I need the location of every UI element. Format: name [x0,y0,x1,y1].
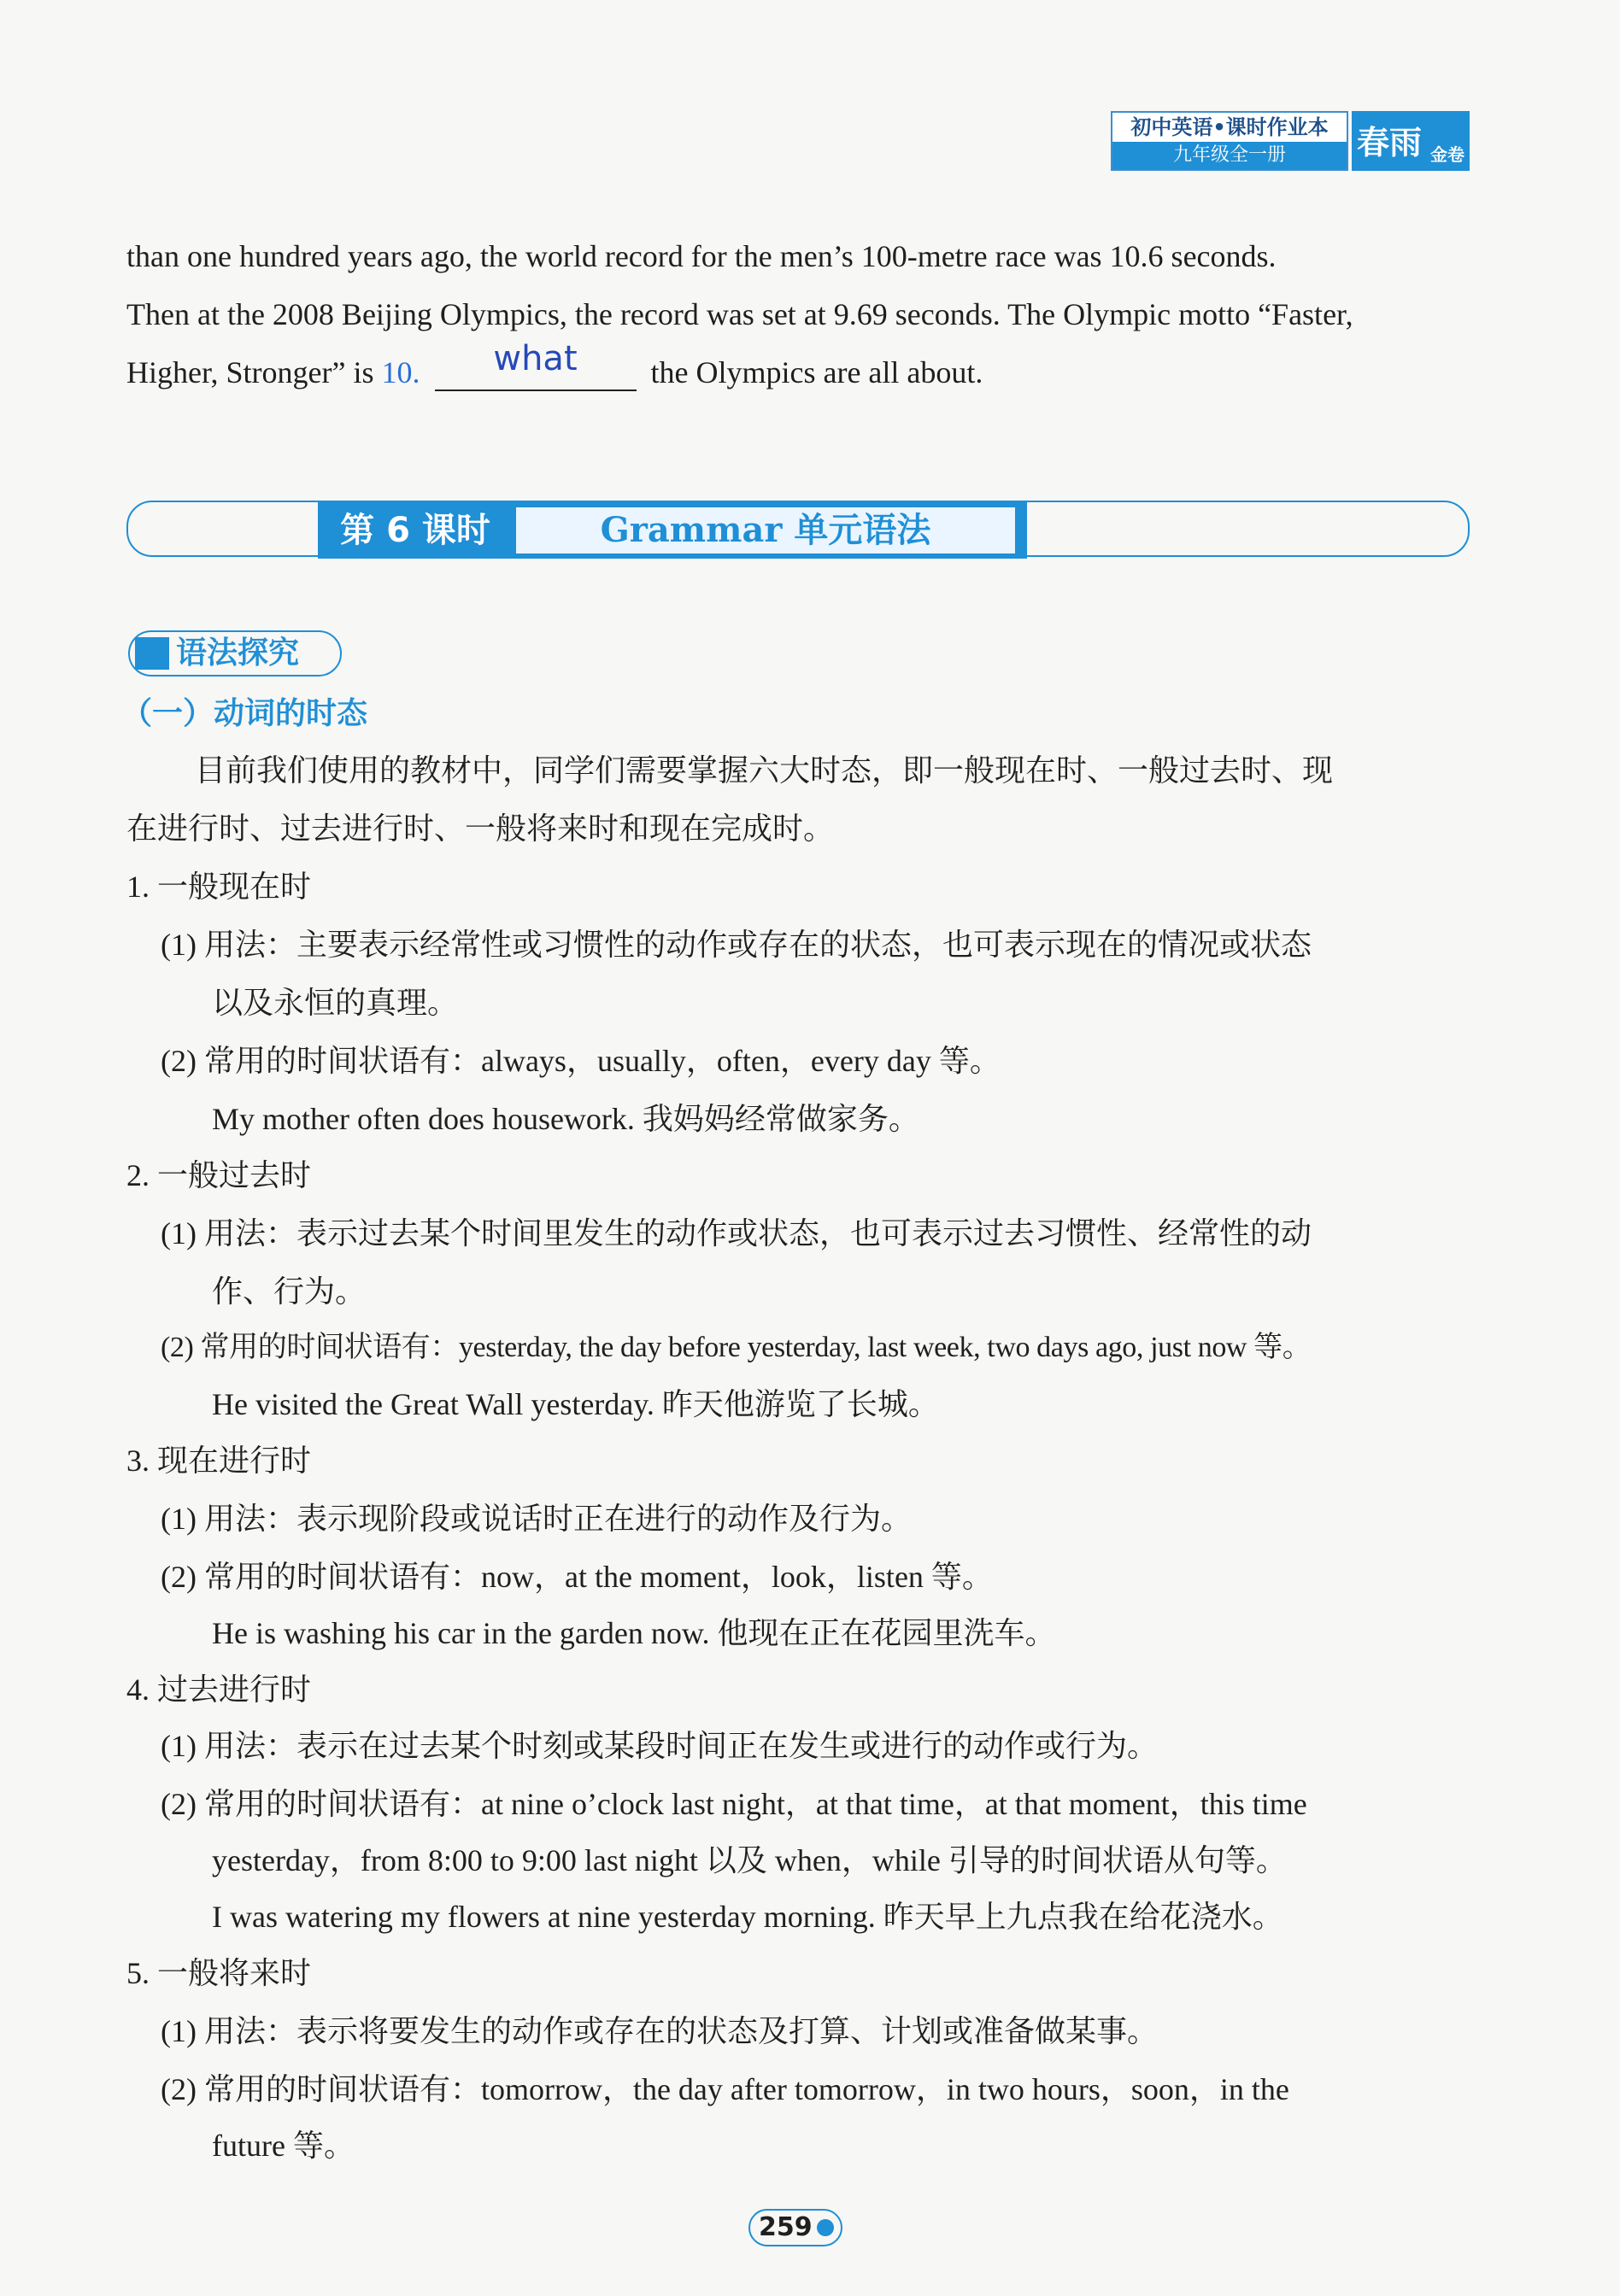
tense-adverbials: (2) 常用的时间状语有：at nine o’clock last night，at that time，at that moment，this time [161,1787,1307,1821]
tense-heading: 1. 一般现在时 [126,870,312,904]
tense-usage: (1) 用法：表示将要发生的动作或存在的状态及打算、计划或准备做某事。 [161,2014,1158,2048]
tense-adverbials-cont: yesterday，from 8:00 to 9:00 last night 以及 when，while 引导的时间状语从句等。 [212,1843,1287,1877]
tense-usage: (1) 用法：表示现阶段或说话时正在进行的动作及行为。 [161,1502,912,1536]
tense-heading: 3. 现在进行时 [126,1444,312,1478]
page-dot-icon [817,2219,834,2236]
passage-line-3 [126,339,983,391]
header-badge [1111,111,1470,171]
section-square-icon [135,637,169,670]
header-title-box [1111,111,1348,171]
tense-adverbials: (2) 常用的时间状语有：now，at the moment，look，listen 等。 [161,1560,993,1594]
header-title-top: 初中英语•课时作业本 [1130,115,1329,139]
tense-example: I was watering my flowers at nine yesterday morning. 昨天早上九点我在给花浇水。 [212,1900,1283,1934]
tense-example: He visited the Great Wall yesterday. 昨天他游览了长城。 [212,1387,939,1421]
tense-usage: (1) 用法：表示过去某个时间里发生的动作或状态，也可表示过去习惯性、经常性的动 [161,1216,1312,1250]
tense-usage-cont: 以及永恒的真理。 [212,986,459,1020]
tense-heading: 2. 一般过去时 [126,1158,312,1192]
section-tag-label: 语法探究 [176,636,300,671]
tense-heading: 5. 一般将来时 [126,1956,312,1990]
brand-logo-text: 春雨 [1357,123,1423,161]
tense-example: He is washing his car in the garden now. 他现在正在花园里洗车。 [212,1616,1056,1650]
brand-logo [1352,111,1470,171]
handwritten-answer: what [493,339,578,378]
tense-example: My mother often does housework. 我妈妈经常做家务。 [212,1102,919,1136]
tense-heading: 4. 过去进行时 [126,1672,312,1707]
tense-adverbials: (2) 常用的时间状语有：yesterday, the day before yesterday, last week, two days ago, just now 等。 [161,1332,1312,1363]
passage-line-1: than one hundred years ago, the world record for the men’s 100-metre race was 10.6 seconds. [126,239,1277,273]
answer-blank[interactable] [435,339,637,391]
tense-adverbials-cont: future 等。 [212,2129,355,2163]
tense-adverbials: (2) 常用的时间状语有：always，usually，often，every day 等。 [161,1044,1001,1078]
header-title-bottom: 九年级全一册 [1112,142,1347,169]
tense-adverbials: (2) 常用的时间状语有：tomorrow，the day after tomorrow，in two hours，soon，in the [161,2072,1289,2106]
tense-usage-cont: 作、行为。 [212,1274,367,1309]
tense-usage: (1) 用法：表示在过去某个时刻或某段时间正在发生或进行的动作或行为。 [161,1729,1158,1763]
blank-number: 10. [381,355,420,390]
lesson-number: 第 6 课时 [340,511,490,550]
lesson-title: Grammar 单元语法 [600,510,931,550]
intro-line-2: 在进行时、过去进行时、一般将来时和现在完成时。 [126,811,835,846]
passage-line-3-post: the Olympics are all about. [650,355,983,390]
brand-logo-sub: 金卷 [1430,144,1464,165]
tense-usage: (1) 用法：主要表示经常性或习惯性的动作或存在的状态，也可表示现在的情况或状态 [161,928,1312,962]
passage-line-2: Then at the 2008 Beijing Olympics, the record was set at 9.69 seconds. The Olympic motto “Faster, [126,297,1353,331]
intro-line-1: 目前我们使用的教材中，同学们需要掌握六大时态，即一般现在时、一般过去时、现 [195,753,1334,788]
passage-line-3-pre: Higher, Stronger” is [126,355,374,390]
section-subheading: （一）动词的时态 [121,696,368,731]
page-number: 259 [759,2212,813,2242]
